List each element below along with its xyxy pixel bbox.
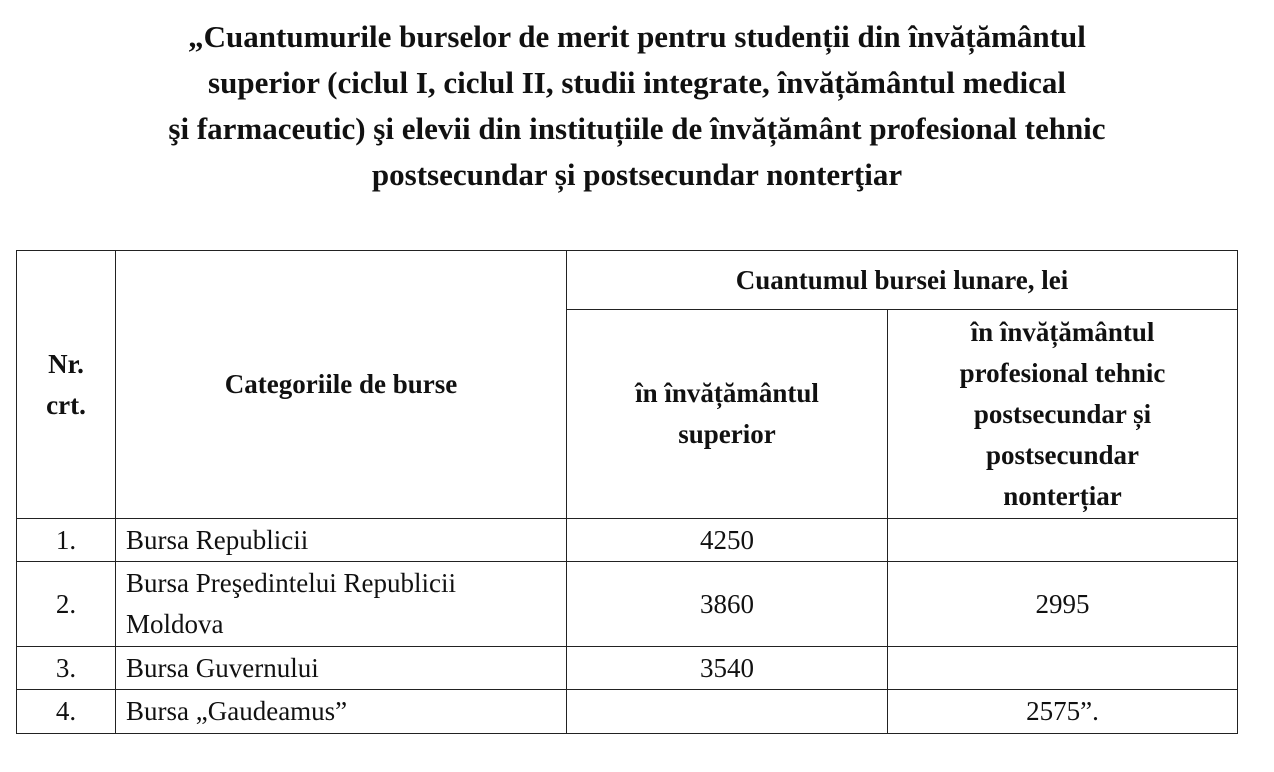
title-line-1: „Cuantumurile burselor de merit pentru studenții din învățământul xyxy=(188,19,1086,54)
header-tehnic-line-4: postsecundar xyxy=(985,439,1140,470)
row-category xyxy=(116,519,567,562)
header-superior-line-2: superior xyxy=(678,419,776,449)
header-amount-group-label: Cuantumul bursei lunare, lei xyxy=(735,264,1069,295)
header-row-1 xyxy=(17,251,1238,310)
title-line-4: postsecundar și postsecundar nonterţiar xyxy=(371,157,903,192)
row-number: 3. xyxy=(17,647,116,690)
scholarship-table xyxy=(16,250,1238,734)
row-category-line: Moldova xyxy=(126,609,224,639)
header-category-label: Categoriile de burse xyxy=(224,369,458,399)
title-line-3: şi farmaceutic) şi elevii din instituțiile de învățământ profesional tehnic xyxy=(168,111,1106,146)
header-superior-line-1: în învățământul xyxy=(635,378,819,408)
row-superior-amount: 4250 xyxy=(567,519,888,562)
table-row xyxy=(17,562,1238,647)
header-amount-group xyxy=(567,251,1238,310)
row-tehnic-amount: 2575”. xyxy=(888,690,1238,734)
header-tehnic xyxy=(888,310,1238,519)
row-superior-amount xyxy=(567,690,888,734)
row-category-line: Bursa „Gaudeamus” xyxy=(126,696,348,726)
row-number: 2. xyxy=(17,562,116,647)
document-title xyxy=(0,14,1274,198)
table-row xyxy=(17,519,1238,562)
header-tehnic-line-3: postsecundar și xyxy=(973,398,1152,429)
title-line-2: superior (ciclul I, ciclul II, studii integrate, învățământul medical xyxy=(208,65,1066,100)
header-category xyxy=(116,251,567,519)
header-tehnic-line-2: profesional tehnic xyxy=(959,357,1166,388)
row-number: 4. xyxy=(17,690,116,734)
row-superior-amount: 3860 xyxy=(567,562,888,647)
header-tehnic-line-5: nonterțiar xyxy=(1003,480,1122,511)
row-category xyxy=(116,562,567,647)
header-nr-crt xyxy=(17,251,116,519)
row-category xyxy=(116,647,567,690)
header-nr-line-2: crt. xyxy=(46,389,86,420)
row-tehnic-amount: 2995 xyxy=(888,562,1238,647)
row-superior-amount: 3540 xyxy=(567,647,888,690)
row-category-line: Bursa Preşedintelui Republicii xyxy=(126,568,456,598)
row-category xyxy=(116,690,567,734)
table-row xyxy=(17,647,1238,690)
row-category-line: Bursa Guvernului xyxy=(126,652,319,683)
row-tehnic-amount xyxy=(888,519,1238,562)
header-nr-line-1: Nr. xyxy=(48,348,84,379)
header-tehnic-line-1: în învățământul xyxy=(970,316,1155,347)
row-number: 1. xyxy=(17,519,116,562)
header-superior xyxy=(567,310,888,519)
row-tehnic-amount xyxy=(888,647,1238,690)
table-row xyxy=(17,690,1238,734)
row-category-line: Bursa Republicii xyxy=(126,524,309,555)
